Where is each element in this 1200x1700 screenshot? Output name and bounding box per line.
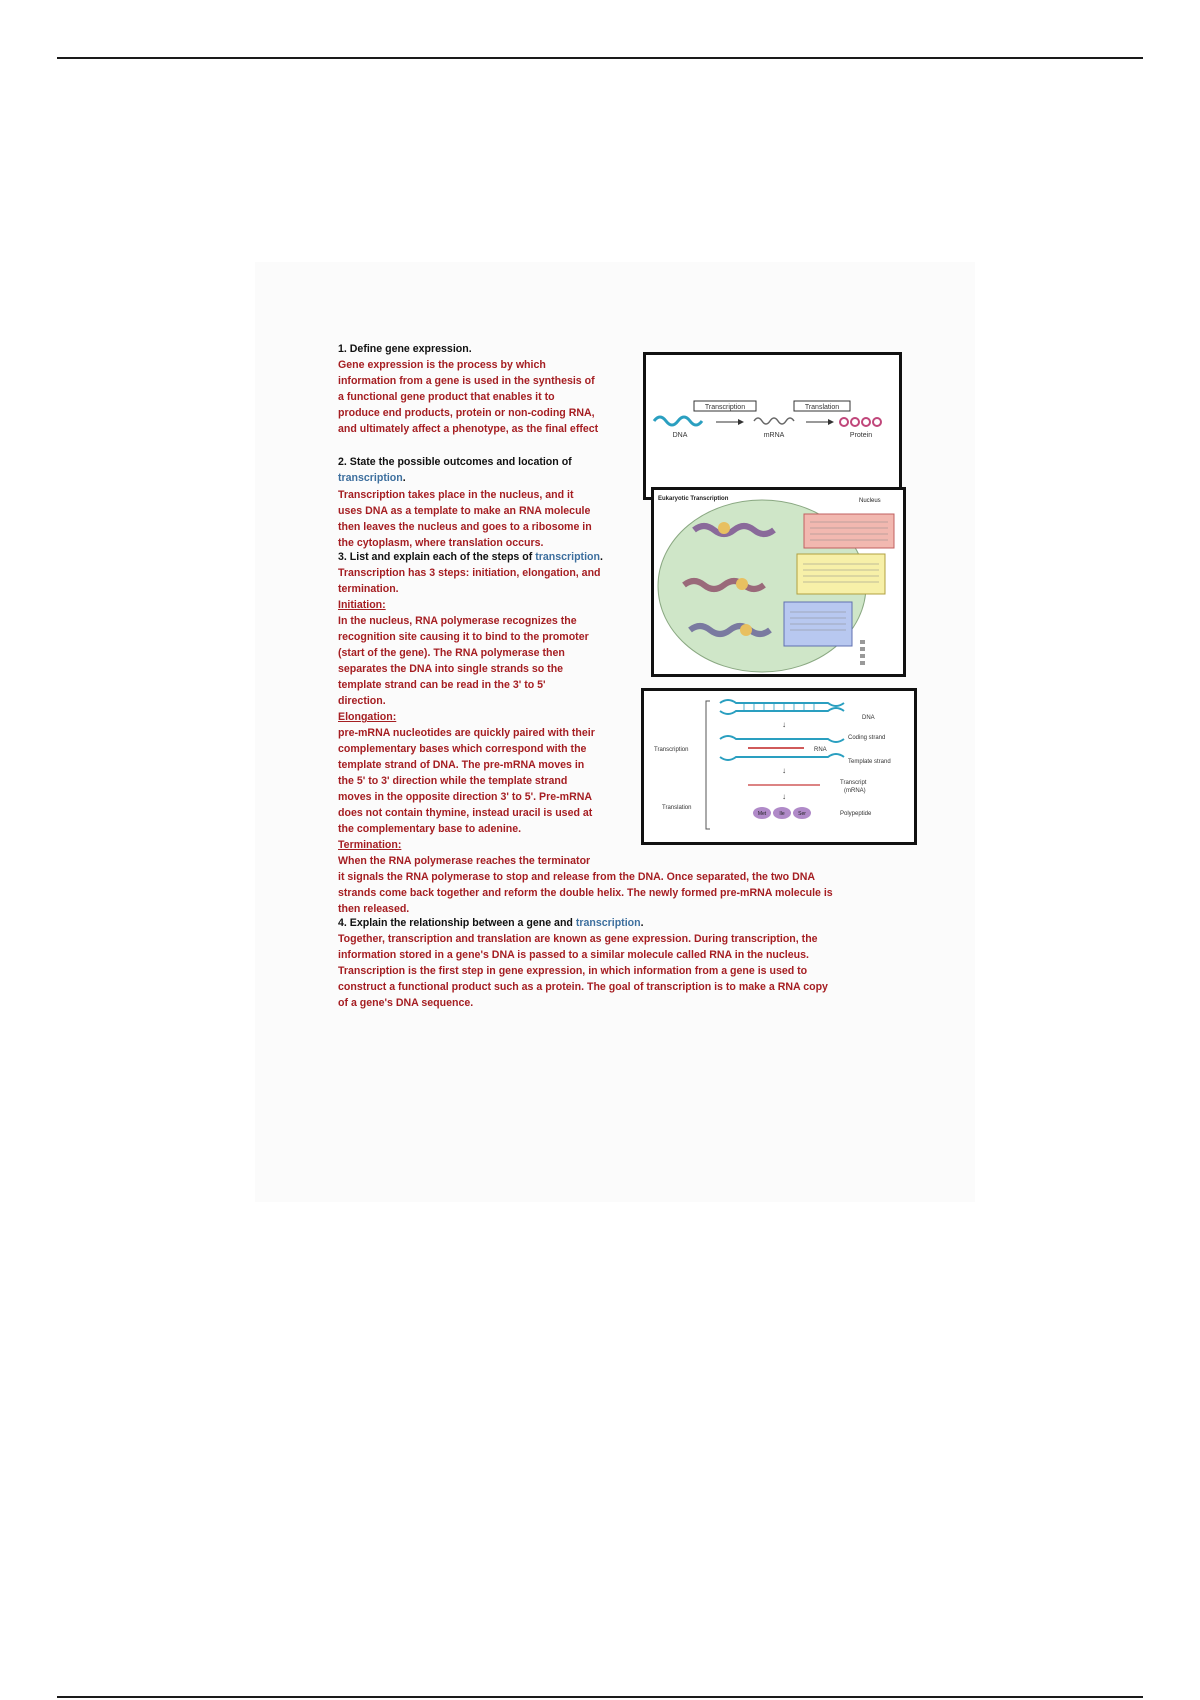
answer-1: Gene expression is the process by which information from a gene is used in the synthesis of a functional gene product that enables it to produce end products, protein or non-coding RNA, and ultimately affect a phenotype, as the final effect — [338, 359, 599, 435]
elongation-note-box — [797, 554, 885, 594]
question-3: 3. List and explain each of the steps of transcription. — [338, 551, 603, 563]
label-translation: Translation — [662, 805, 692, 811]
label-protein: Protein — [849, 432, 873, 439]
svg-text:↓: ↓ — [782, 792, 786, 801]
elongation-section: Elongation: pre-mRNA nucleotides are quickly paired with their complementary bases which correspond with the template strand of DNA. The pre-mRNA moves in the 5' to 3' direction while the template strand moves in the opposite direction 3' to 5'. Pre-mRNA does not contain thymine, instead uracil is used at the complementary base to adenine. — [338, 709, 643, 837]
label-ser: Ser — [798, 811, 806, 817]
central-dogma-diagram — [646, 355, 899, 497]
eukaryotic-transcription-diagram — [654, 490, 903, 674]
label-template-strand: Template strand — [848, 759, 891, 765]
label-nucleus: Nucleus — [859, 498, 881, 504]
question-2: 2. State the possible outcomes and location of transcription. — [338, 456, 572, 484]
dna-helix-icon — [654, 417, 702, 425]
termination-heading: Termination: — [338, 839, 402, 851]
header-rule — [57, 57, 1143, 59]
link-transcription[interactable]: transcription — [338, 472, 403, 484]
label-polypeptide: Polypeptide — [840, 811, 872, 817]
link-transcription[interactable]: transcription — [535, 551, 600, 563]
answer-3-intro: Transcription has 3 steps: initiation, elongation, and termination. — [338, 567, 601, 595]
dna-helix-icon — [720, 700, 844, 706]
transcription-translation-figure — [641, 688, 917, 845]
answer-2: Transcription takes place in the nucleus, and it uses DNA as a template to make an RNA molecule then leaves the nucleus and goes to a ribosome in the cytoplasm, where translation occurs. — [338, 489, 592, 549]
label-met: Met — [757, 811, 767, 817]
box-translation: Translation — [804, 404, 840, 411]
mrna-strand-icon — [754, 418, 794, 424]
label-dna: DNA — [862, 715, 875, 721]
svg-text:↓: ↓ — [782, 720, 786, 729]
link-transcription[interactable]: transcription — [575, 917, 641, 929]
footer-rule — [57, 1696, 1143, 1698]
figure2-title: Eukaryotic Transcription — [658, 496, 729, 502]
rna-polymerase-icon — [718, 522, 730, 534]
box-transcription: Transcription — [704, 404, 746, 411]
question-1: 1. Define gene expression. — [338, 343, 472, 355]
eukaryotic-transcription-figure — [651, 487, 906, 677]
central-dogma-figure — [643, 352, 902, 500]
label-transcript: Transcript — [840, 780, 867, 786]
initiation-note-box — [804, 514, 894, 548]
initiation-section: Initiation: In the nucleus, RNA polymerase recognizes the recognition site causing it to bind to the promoter (start of the gene). The RNA polymerase then separates the DNA into single strands so the template strand can be read in the 3' to 5' direction. — [338, 597, 643, 709]
termination-section: Termination: When the RNA polymerase reaches the terminator it signals the RNA polymerase to stop and release from the DNA. Once separated, the two DNA strands come back together and reform the double helix. The newly formed pre-mRNA molecule is then released. — [338, 837, 928, 917]
elongation-heading: Elongation: — [338, 711, 397, 723]
svg-text:↓: ↓ — [782, 766, 786, 775]
label-dna: DNA — [672, 432, 688, 439]
answer-4: Together, transcription and translation are known as gene expression. During transcription, the information stored in a gene's DNA is passed to a similar molecule called RNA in the nucleus. Transcription is the first step in gene expression, in which information from a gene is used to construct a functional product such as a protein. The goal of transcription is to make a RNA copy of a gene's DNA sequence. — [338, 933, 828, 1009]
initiation-heading: Initiation: — [338, 599, 386, 611]
label-rna: RNA — [814, 747, 827, 753]
question-4: 4. Explain the relationship between a gene and transcription. — [338, 917, 644, 929]
label-mrna: (mRNA) — [844, 788, 866, 794]
label-ile: Ile — [779, 811, 785, 817]
transcription-translation-diagram — [644, 691, 914, 842]
label-mrna: mRNA — [763, 432, 785, 439]
amino-acid-icon — [840, 418, 848, 426]
label-coding-strand: Coding strand — [848, 735, 886, 741]
bracket — [706, 701, 710, 829]
label-transcription: Transcription — [654, 747, 689, 753]
